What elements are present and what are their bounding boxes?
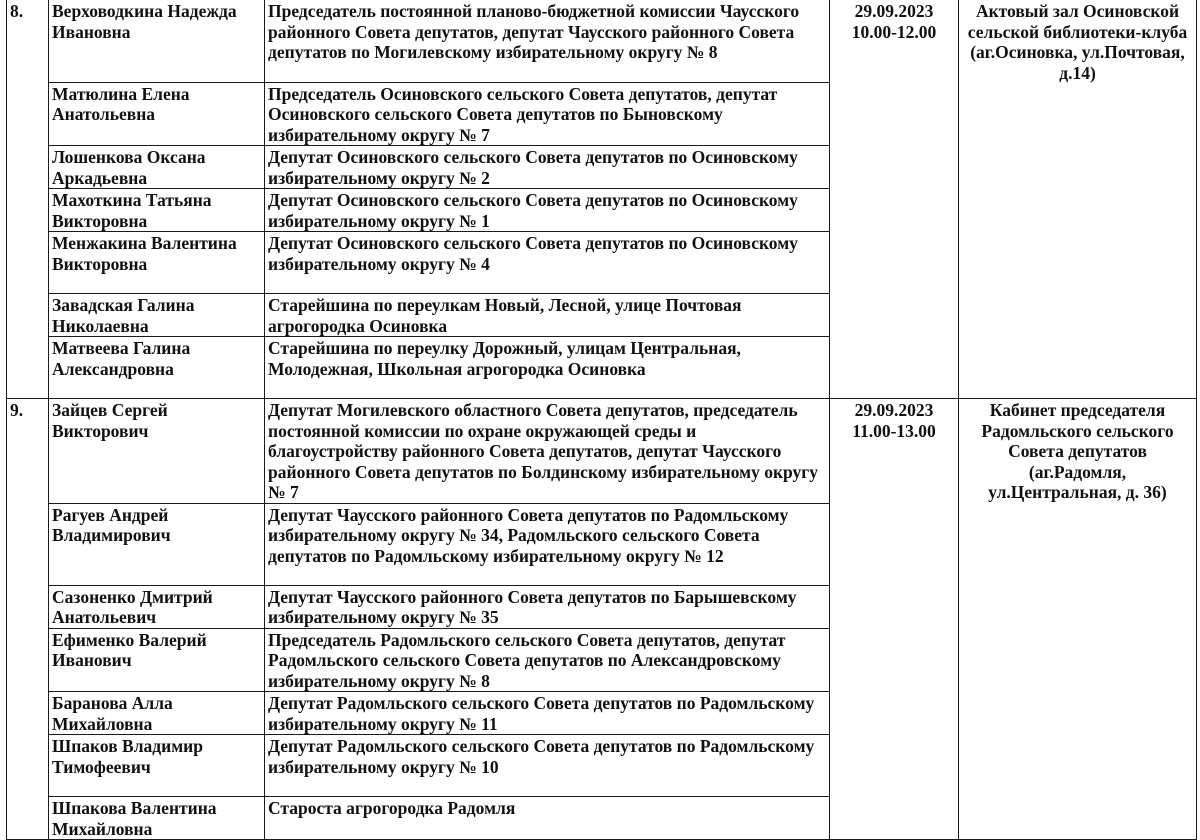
person-name: Матюлина Елена Анатольевна [49,82,265,146]
reception-schedule [6,0,1196,840]
person-name: Рагуев Андрей Владимирович [49,503,265,585]
person-position: Председатель Радомльского сельского Совета депутатов, депутат Радомльского сельского Совета депутатов по Александровскому избирательному округу № 8 [265,628,830,692]
person-position: Старейшина по переулкам Новый, Лесной, улице Почтовая агрогородка Осиновка [265,294,830,337]
reception-datetime [830,0,959,399]
table-row [7,399,1197,504]
person-position: Депутат Осиновского сельского Совета депутатов по Осиновскому избирательному округу № 4 [265,232,830,294]
person-name: Баранова Алла Михайловна [49,692,265,735]
person-position: Депутат Осиновского сельского Совета депутатов по Осиновскому избирательному округу № 1 [265,189,830,232]
person-position: Депутат Осиновского сельского Совета депутатов по Осиновскому избирательному округу № 2 [265,146,830,189]
group-number: 9. [7,399,49,840]
person-position: Депутат Чаусского районного Совета депутатов по Радомльскому избирательному округу № 34, Радомльского сельского Совета депутатов по Радомльскому избирательному округу № 12 [265,503,830,585]
person-name: Лошенкова Оксана Аркадьевна [49,146,265,189]
person-position: Депутат Радомльского сельского Совета депутатов по Радомльскому избирательному округу № 10 [265,735,830,797]
reception-date: 29.09.2023 [854,1,934,21]
reception-place: Актовый зал Осиновской сельской библиотеки-клуба (аг.Осиновка, ул.Почтовая, д.14) [959,0,1197,399]
schedule-table [6,0,1197,840]
person-position: Староста агрогородка Радомля [265,797,830,840]
reception-datetime [830,399,959,840]
person-position: Депутат Могилевского областного Совета депутатов, председатель постоянной комиссии по охране окружающей среды и благоустройству районного Совета депутатов, депутат Чаусского районного Совета депутатов по Болдинскому избирательному округу № 7 [265,399,830,504]
person-name: Махоткина Татьяна Викторовна [49,189,265,232]
person-name: Шпакова Валентина Михайловна [49,797,265,840]
person-name: Верховодкина Надежда Ивановна [49,0,265,82]
person-position: Старейшина по переулку Дорожный, улицам Центральная, Молодежная, Школьная агрогородка Осиновка [265,337,830,399]
table-row [7,0,1197,82]
person-name: Матвеева Галина Александровна [49,337,265,399]
reception-time: 10.00-12.00 [851,21,937,42]
group-number: 8. [7,0,49,399]
person-position: Председатель Осиновского сельского Совета депутатов, депутат Осиновского сельского Совета депутатов по Быновскому избирательному округу № 7 [265,82,830,146]
person-position: Депутат Радомльского сельского Совета депутатов по Радомльскому избирательному округу № 11 [265,692,830,735]
person-position: Депутат Чаусского районного Совета депутатов по Барышевскому избирательному округу № 35 [265,585,830,628]
person-name: Менжакина Валентина Викторовна [49,232,265,294]
person-name: Завадская Галина Николаевна [49,294,265,337]
person-name: Ефименко Валерий Иванович [49,628,265,692]
reception-place: Кабинет председателя Радомльского сельского Совета депутатов (аг.Радомля, ул.Центральная, д. 36) [959,399,1197,840]
person-name: Зайцев Сергей Викторович [49,399,265,504]
person-name: Шпаков Владимир Тимофеевич [49,735,265,797]
reception-date: 29.09.2023 [854,400,934,420]
person-name: Сазоненко Дмитрий Анатольевич [49,585,265,628]
person-position: Председатель постоянной планово-бюджетной комиссии Чаусского районного Совета депутатов, депутат Чаусского районного Совета депутатов по Могилевскому избирательному округу № 8 [265,0,830,82]
reception-time: 11.00-13.00 [852,420,936,441]
